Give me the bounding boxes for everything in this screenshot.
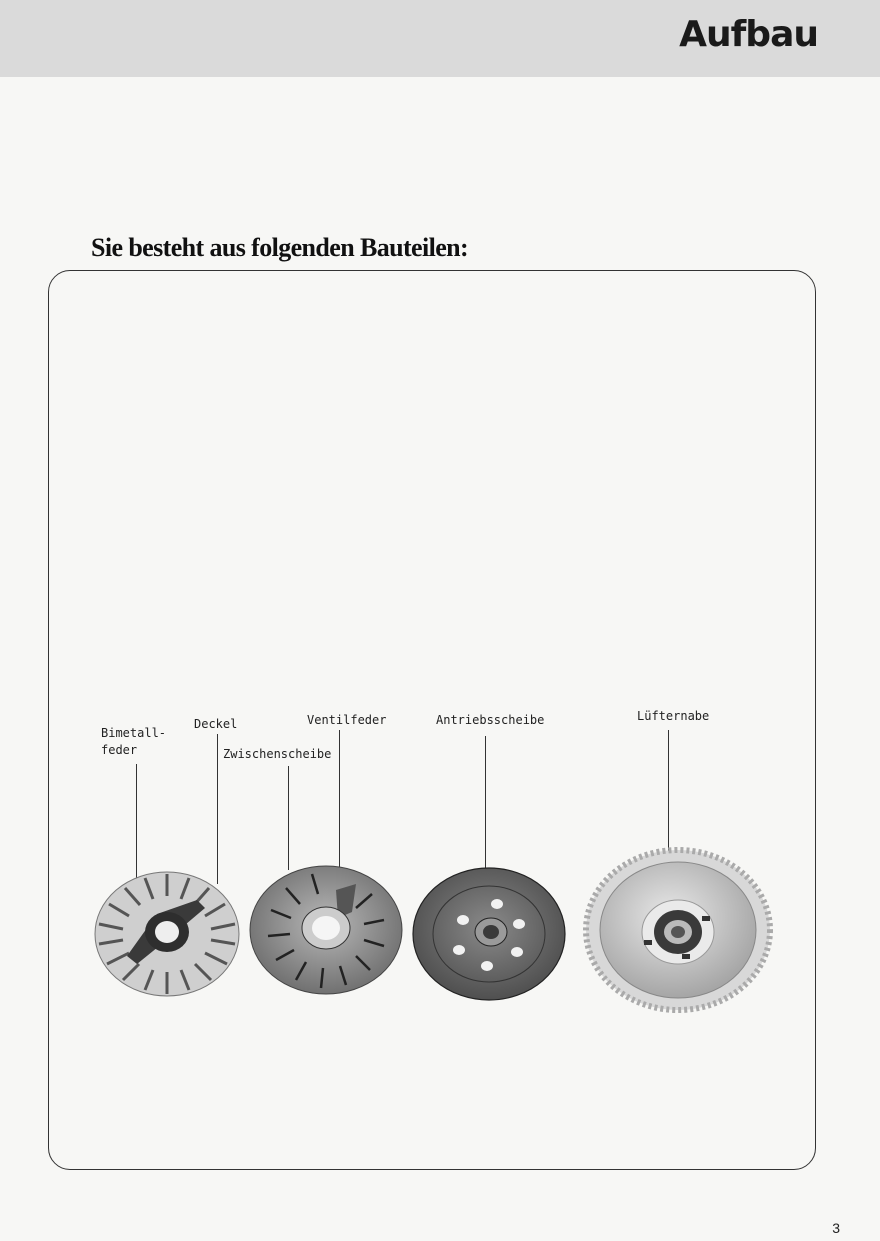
zwischenscheibe-part [250,866,402,994]
label-bimetallfeder: Bimetall- feder [101,726,167,757]
label-zwischenscheibe: Zwischenscheibe [223,747,332,761]
luefternabe-part [586,850,770,1010]
label-antriebsscheibe: Antriebsscheibe [436,713,545,727]
page-number: 3 [832,1220,840,1236]
label-ventilfeder: Ventilfeder [307,713,387,727]
page-title: Aufbau [679,14,818,55]
label-deckel: Deckel [194,717,238,731]
section-heading: Sie besteht aus folgenden Bauteilen: [91,233,469,262]
deckel-part [95,872,239,996]
antriebsscheibe-part [413,868,565,1000]
label-luefternabe: Lüfternabe [637,709,710,723]
